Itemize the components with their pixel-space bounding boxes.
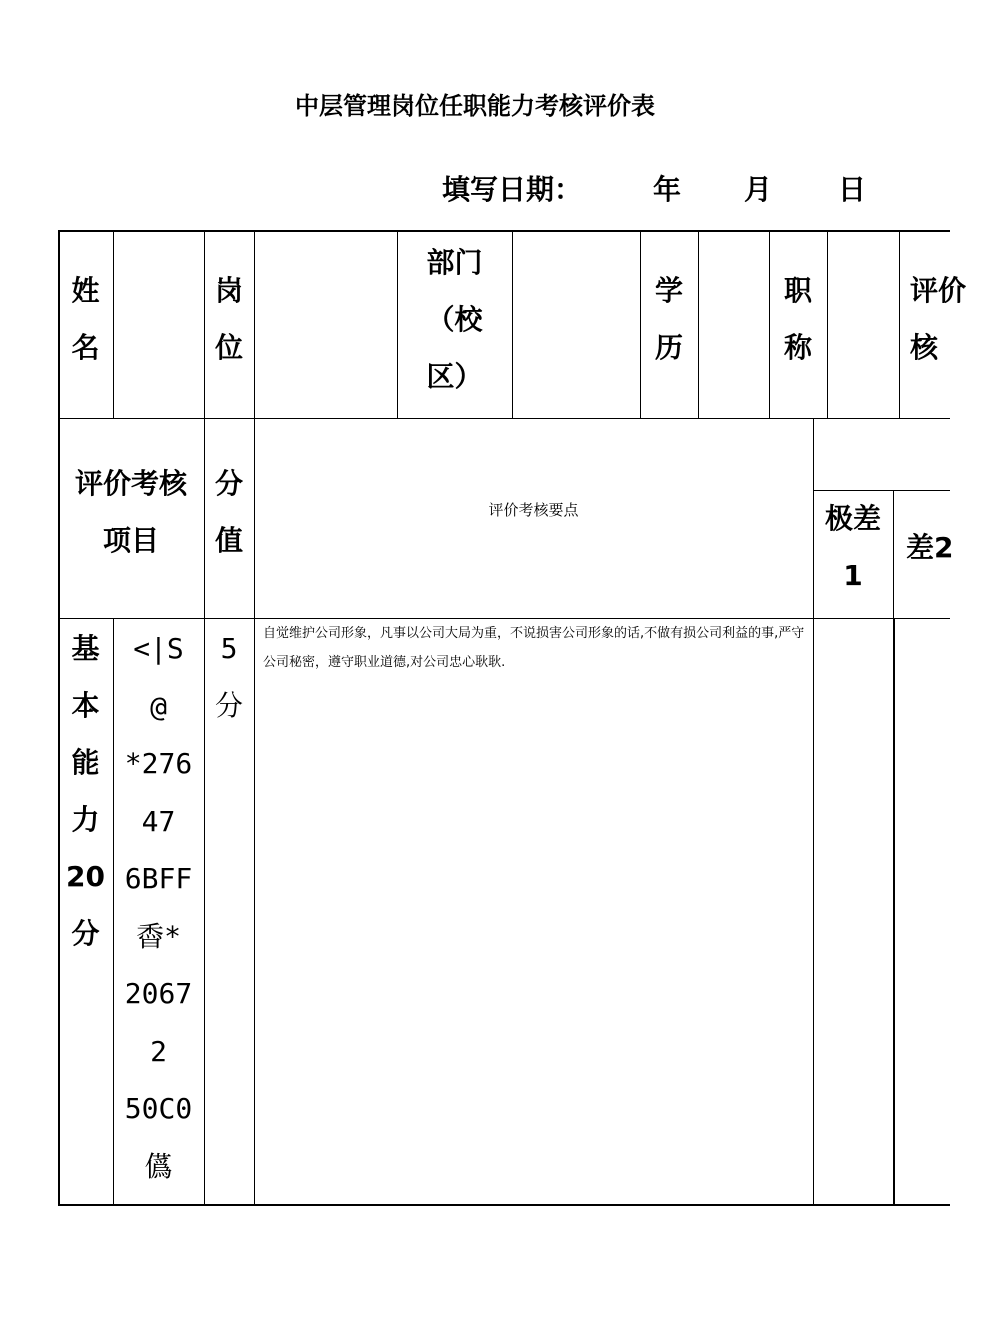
col-divider xyxy=(113,230,114,418)
row-divider xyxy=(58,418,950,419)
job-title-label: 职 称 xyxy=(783,274,812,364)
row-point-text: 自觉维护公司形象，凡事以公司大局为重，不说损害公司形象的话,不做有损公司利益的事,严守公司秘密，遵守职业道德,对公司忠心耿耿. xyxy=(263,626,805,670)
date-year-label: 年 xyxy=(653,173,682,206)
grade-1-label: 极差 1 xyxy=(824,502,881,592)
category-label: 基 本 能 力 20 分 xyxy=(66,632,105,950)
col-divider xyxy=(698,230,699,418)
col-divider xyxy=(254,230,255,1206)
col-divider xyxy=(893,490,894,618)
table-border-bottom xyxy=(58,1204,950,1206)
col-divider xyxy=(899,230,900,418)
item-label: 评价考核 项目 xyxy=(74,467,187,557)
post-label: 岗 位 xyxy=(214,274,243,364)
subitem-label: <|S @ *276 47 6BFF 稥* 2067 2 50C0 儰 xyxy=(124,632,193,1183)
col-divider xyxy=(893,618,895,1206)
grade-2-label: 差2 xyxy=(906,531,954,564)
table-border-top xyxy=(58,230,950,232)
date-label: 填写日期： xyxy=(442,173,583,206)
page-title: 中层管理岗位任职能力考核评价表 xyxy=(295,92,655,120)
date-month-label: 月 xyxy=(744,173,773,206)
col-divider xyxy=(827,230,828,418)
score-label: 分 值 xyxy=(214,467,243,557)
points-label: 评价考核要点 xyxy=(488,501,579,519)
name-label: 姓 名 xyxy=(71,274,100,364)
date-day-label: 日 xyxy=(838,173,867,206)
education-label: 学 历 xyxy=(654,274,683,364)
department-label: 部门 （校 区） xyxy=(426,246,483,393)
col-divider xyxy=(512,230,513,418)
row-score: 5 分 xyxy=(214,632,243,722)
evaluation-label: 评价 核 xyxy=(910,274,967,364)
